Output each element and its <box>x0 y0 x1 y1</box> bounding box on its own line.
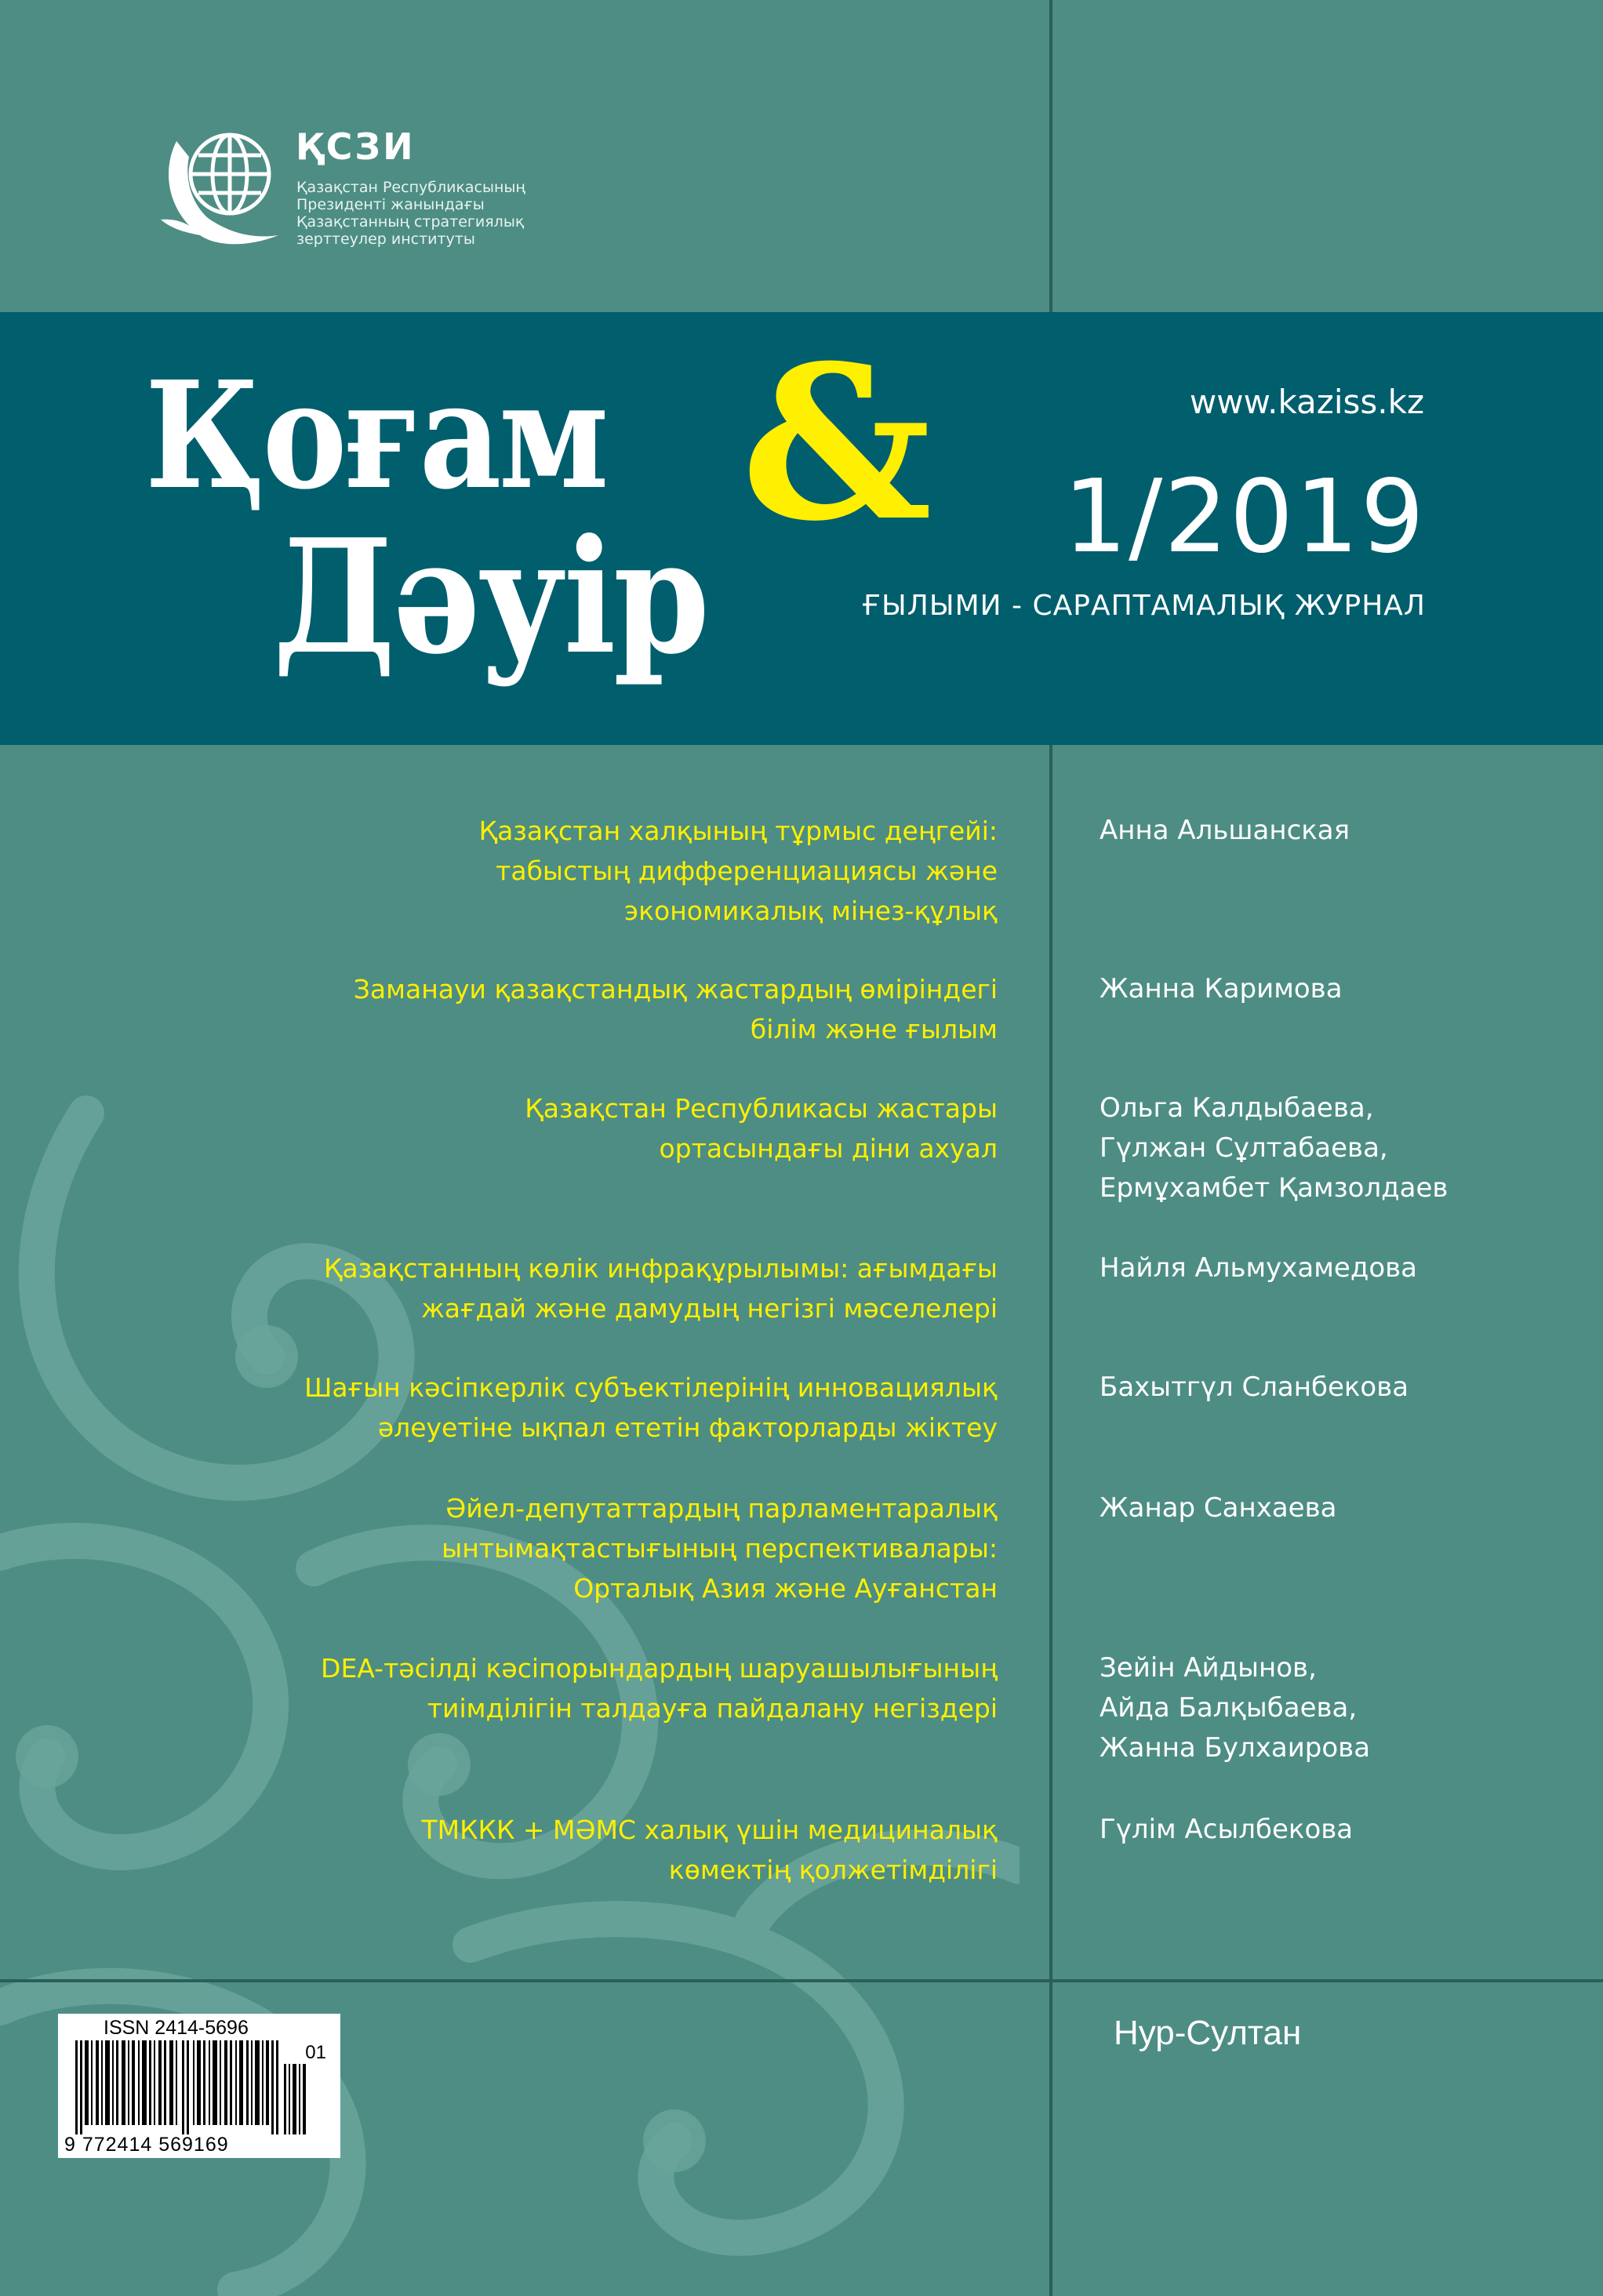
article-title: Заманауи қазақстандық жастардың өміріндегі білім және ғылым <box>353 974 998 1044</box>
issn-label: ISSN 2414-5696 <box>104 2017 249 2039</box>
barcode-number: 9 772414 569169 <box>64 2134 229 2156</box>
article-title: Қазақстан Республикасы жастары ортасындағы діни ахуал <box>525 1093 998 1164</box>
journal-title-line-2: Дәуір <box>273 505 707 689</box>
logo-text-line: Қазақстан Республикасының <box>296 179 525 196</box>
barcode <box>58 2014 340 2158</box>
horizontal-divider-bottom <box>0 1979 1603 1982</box>
article-authors: Найля Альмухамедова <box>1100 1252 1417 1284</box>
article-authors: Жанар Санхаева <box>1100 1492 1337 1524</box>
article-authors: Ольга Калдыбаева, Гүлжан Сұлтабаева, Ермұхамбет Қамзолдаев <box>1100 1092 1449 1204</box>
article-authors: Зейін Айдынов, Айда Балқыбаева, Жанна Булхаирова <box>1100 1652 1371 1764</box>
website-url: www.kaziss.kz <box>1189 383 1424 421</box>
article-title: Әйел-депутаттардың парламентаралық ынтымақтастығының перспективалары: Орталық Азия және Ауғанстан <box>442 1493 998 1604</box>
article-authors: Жанна Каримова <box>1100 973 1343 1004</box>
barcode-suffix: 01 <box>305 2042 326 2063</box>
institute-logo <box>153 125 286 251</box>
logo-abbreviation: ҚСЗИ <box>296 125 416 168</box>
article-authors: Гүлім Асылбекова <box>1100 1814 1354 1845</box>
issue-number: 1/2019 <box>1063 459 1426 576</box>
article-authors: Бахытгүл Сланбекова <box>1100 1371 1409 1403</box>
publication-city: Нур-Султан <box>1114 2014 1302 2052</box>
barcode-bars <box>75 2040 311 2134</box>
logo-text-line: Президенті жанындағы <box>296 196 485 213</box>
article-title: Қазақстанның көлік инфрақұрылымы: ағымдағы жағдай және дамудың негізгі мәселелері <box>323 1253 998 1324</box>
article-authors: Анна Альшанская <box>1100 815 1350 846</box>
article-title: DEA-тәсілді кәсіпорындардың шаруашылығының тиімділігін талдауға пайдалану негіздері <box>321 1653 998 1724</box>
vertical-divider-main <box>1049 745 1052 2296</box>
logo-text-line: зерттеулер институты <box>296 231 475 248</box>
article-title: Қазақстан халқының тұрмыс деңгейі: табыстың дифференциациясы және экономикалық мінез-құлық <box>478 816 998 926</box>
title-ampersand: & <box>741 318 932 568</box>
article-title: ТМККК + МӘМС халық үшін медициналық көмектің қолжетімділігі <box>421 1815 998 1885</box>
journal-subtitle: ҒЫЛЫМИ - САРАПТАМАЛЫҚ ЖУРНАЛ <box>861 590 1426 622</box>
vertical-divider-top <box>1049 0 1052 312</box>
article-title: Шағын кәсіпкерлік субъектілерінің инновациялық әлеуетіне ықпал ететін факторларды жіктеу <box>304 1372 998 1443</box>
logo-text-line: Қазақстанның стратегиялық <box>296 213 525 231</box>
journal-title-line-1: Қоғам <box>145 349 606 522</box>
